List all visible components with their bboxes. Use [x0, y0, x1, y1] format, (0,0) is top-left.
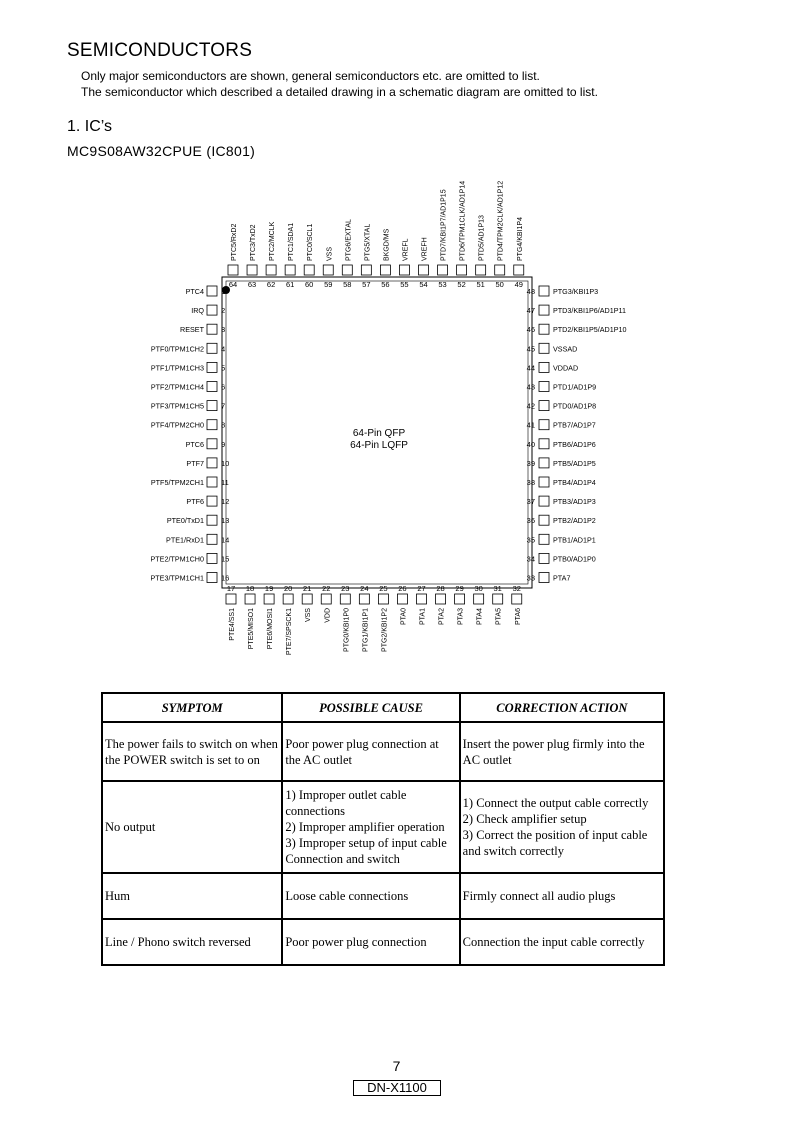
- ic-pinout-diagram: [0, 160, 793, 670]
- pin-box: [495, 265, 505, 275]
- pin-box: [539, 420, 549, 430]
- pin-name: VSS: [326, 246, 334, 261]
- pin-box: [226, 594, 236, 604]
- pin-name: VREFL: [402, 238, 410, 261]
- pin-name: PTE3/TPM1CH1: [150, 573, 204, 583]
- pin-name: PTD0/AD1P8: [553, 401, 597, 411]
- pin-name: PTF5/TPM2CH1: [150, 478, 204, 487]
- table-header-row: [102, 693, 664, 722]
- pin-number: 51: [476, 280, 485, 289]
- pin-box: [455, 594, 465, 604]
- pin-box: [539, 458, 549, 468]
- intro-line-2: The semiconductor which described a detailed drawing in a schematic diagram are omitted to list.: [81, 85, 598, 99]
- pin-number: 10: [221, 458, 230, 468]
- pin-name: PTE5/MISO1: [248, 608, 256, 650]
- pin-number: 8: [221, 420, 226, 430]
- pin-box: [207, 477, 217, 487]
- pin-box: [321, 594, 331, 604]
- pin-name: PTB4/AD1P4: [553, 478, 596, 487]
- cause-line: 2) Improper amplifier operation: [285, 820, 445, 834]
- pin-number: 50: [495, 280, 504, 289]
- pin-box: [378, 594, 388, 604]
- pin-name: PTG5/XTAL: [364, 223, 372, 261]
- pin-name: PTD4/TPM2CLK/AD1P12: [497, 180, 505, 261]
- pin-box: [359, 594, 369, 604]
- pin-number: 23: [341, 584, 350, 593]
- pin-name: PTC3/TxD2: [250, 224, 258, 261]
- pin-name: PTA0: [400, 608, 408, 625]
- pin-number: 45: [526, 344, 535, 354]
- pin-box: [302, 594, 312, 604]
- pin-number: 36: [526, 516, 535, 526]
- pin-number: 17: [226, 584, 236, 593]
- pin-name: PTA3: [457, 608, 465, 625]
- pin-number: 20: [283, 584, 293, 593]
- pin-box: [539, 286, 549, 296]
- pin-name: PTB0/AD1P0: [553, 554, 596, 564]
- pin-box: [436, 594, 446, 604]
- pin-box: [397, 594, 407, 604]
- header-correction-action: CORRECTION ACTION: [460, 693, 664, 722]
- pin-box: [539, 553, 549, 563]
- pin-number: 58: [343, 280, 352, 289]
- pin-name: VSS: [305, 608, 313, 623]
- pin-box: [539, 477, 549, 487]
- pin-box: [207, 420, 217, 430]
- pin-box: [207, 439, 217, 449]
- pin-number: 54: [419, 280, 428, 289]
- cause-line: 1) Improper outlet cable connections: [285, 788, 407, 818]
- pin-name: PTA5: [495, 608, 503, 625]
- pin-number: 5: [221, 363, 226, 373]
- pin-box: [207, 553, 217, 563]
- pin-box: [539, 382, 549, 392]
- pin-box: [207, 458, 217, 468]
- pin-name: PTE0/TxD1: [166, 516, 204, 526]
- pin-box: [514, 265, 524, 275]
- pin-name: PTF3/TPM1CH5: [150, 401, 204, 411]
- pin-number: 13: [221, 516, 230, 526]
- pin-number: 33: [526, 573, 535, 583]
- header-possible-cause: POSSIBLE CAUSE: [282, 693, 459, 722]
- pin-number: 7: [221, 401, 226, 411]
- pin-number: 47: [526, 306, 535, 316]
- pin-box: [207, 401, 217, 411]
- pin-name: PTA1: [419, 608, 427, 625]
- pin-number: 49: [514, 280, 523, 289]
- pin-number: 60: [305, 280, 314, 289]
- pin-name: PTF2/TPM1CH4: [150, 382, 204, 392]
- pin-box: [493, 594, 503, 604]
- pin-box: [399, 265, 409, 275]
- pin-name: PTG1/KBI1P1: [362, 608, 370, 652]
- pin-number: 4: [221, 344, 226, 354]
- pin-number: 29: [455, 584, 464, 593]
- model-label: DN-X1100: [353, 1080, 441, 1096]
- pin-number: 22: [322, 584, 331, 593]
- pin-number: 25: [379, 584, 388, 593]
- pin-box: [283, 594, 293, 604]
- pin-number: 64: [228, 280, 238, 289]
- pin-name: VREFH: [421, 237, 429, 261]
- pin-box: [539, 496, 549, 506]
- pin-number: 11: [221, 478, 229, 487]
- pin-box: [539, 305, 549, 315]
- pin-number: 44: [526, 363, 535, 373]
- pin-box: [438, 265, 448, 275]
- pin-name: PTA4: [476, 608, 484, 625]
- section-title: SEMICONDUCTORS: [67, 40, 253, 61]
- pin-name: PTC1/SDA1: [288, 222, 296, 261]
- pin-name: PTG2/KBI1P2: [381, 608, 389, 652]
- action-cell: Insert the power plug firmly into the AC outlet: [460, 722, 664, 781]
- pin-name: PTE4/SS1: [229, 608, 236, 641]
- pin-number: 14: [221, 535, 230, 545]
- pin-number: 38: [526, 478, 535, 487]
- troubleshooting-table: [101, 692, 665, 966]
- cause-cell: [282, 781, 459, 873]
- pin-box: [207, 343, 217, 353]
- pin-name: PTG0/KBI1P0: [343, 608, 351, 652]
- pin-name: PTC2/MCLK: [269, 221, 277, 261]
- pin-name: PTD5/AD1P13: [478, 215, 486, 261]
- pin-box: [539, 534, 549, 544]
- pin-number: 18: [245, 584, 255, 593]
- action-cell: Firmly connect all audio plugs: [460, 873, 664, 919]
- action-cell: [460, 781, 664, 873]
- pin-box: [380, 265, 390, 275]
- pin-number: 9: [221, 439, 226, 449]
- pin-number: 26: [398, 584, 407, 593]
- pin-box: [228, 265, 238, 275]
- pin-number: 41: [526, 420, 535, 430]
- symptom-cell: The power fails to switch on when the POWER switch is set to on: [102, 722, 282, 781]
- pin-name: PTA6: [514, 608, 522, 625]
- pin-name: PTB3/AD1P3: [553, 497, 596, 507]
- pin-number: 55: [400, 280, 409, 289]
- pin-number: 12: [221, 497, 230, 507]
- page-number: 7: [392, 1058, 401, 1074]
- pin-number: 27: [417, 584, 426, 593]
- pin-box: [474, 594, 484, 604]
- pin-name: IRQ: [191, 306, 204, 316]
- pin-name: PTE2/TPM1CH0: [150, 554, 204, 564]
- pin-name: PTD3/KBI1P6/AD1P11: [553, 306, 626, 316]
- ic-name: MC9S08AW32CPUE (IC801): [67, 143, 256, 159]
- pin-number: 52: [457, 280, 466, 289]
- pin-box: [207, 305, 217, 315]
- pin-name: PTC6: [185, 439, 204, 449]
- pin-number: 59: [324, 280, 333, 289]
- pin-name: PTD7/KBI1P7/AD1P15: [440, 189, 448, 261]
- pin-box: [207, 496, 217, 506]
- cause-line: 3) Improper setup of input cable Connection and switch: [285, 836, 447, 866]
- pin-box: [539, 439, 549, 449]
- pin-box: [207, 362, 217, 372]
- pin-number: 2: [221, 306, 226, 316]
- pin-number: 35: [526, 535, 535, 545]
- table-row: [102, 722, 664, 781]
- pin-number: 15: [221, 554, 230, 564]
- pin-name: PTC4: [185, 287, 204, 296]
- pin-number: 31: [493, 584, 502, 593]
- pin-box: [539, 515, 549, 525]
- pin-box: [539, 362, 549, 372]
- action-cell: Connection the input cable correctly: [460, 919, 664, 965]
- pin-number: 24: [360, 584, 369, 593]
- pin-name: VDD: [324, 608, 332, 623]
- pin-number: 6: [221, 382, 226, 392]
- action-line: 2) Check amplifier setup: [462, 812, 587, 826]
- pin-name: PTB1/AD1P1: [553, 535, 596, 545]
- pin-name: PTA7: [553, 573, 571, 583]
- pin-box: [539, 343, 549, 353]
- pin-box: [264, 594, 274, 604]
- pin-name: PTG3/KBI1P3: [553, 287, 599, 296]
- pin-name: PTE6/MOSI1: [267, 608, 275, 650]
- table-row: [102, 781, 664, 873]
- pin-box: [361, 265, 371, 275]
- pin-name: BKGD/MS: [383, 228, 391, 261]
- symptom-cell: Line / Phono switch reversed: [102, 919, 282, 965]
- pin-box: [457, 265, 467, 275]
- pin-number: 16: [221, 573, 230, 583]
- pin-box: [247, 265, 257, 275]
- pin-number: 37: [526, 497, 535, 507]
- pin-number: 62: [266, 280, 276, 289]
- action-line: 3) Correct the position of input cable and switch correctly: [462, 828, 648, 858]
- intro-line-1: Only major semiconductors are shown, general semiconductors etc. are omitted to list.: [81, 69, 540, 83]
- pin-name: PTF7: [186, 458, 204, 468]
- pin-box: [539, 573, 549, 583]
- pin-name: PTG6/EXTAL: [345, 219, 353, 261]
- pin-name: PTC5/RxD2: [231, 223, 238, 261]
- pin-name: PTC0/SCL1: [307, 223, 315, 261]
- pin-box: [266, 265, 276, 275]
- pin-name: PTF6: [186, 497, 204, 507]
- pin-number: 1: [221, 287, 226, 296]
- pin-number: 57: [362, 280, 371, 289]
- symptom-cell: No output: [102, 781, 282, 873]
- pin-box: [323, 265, 333, 275]
- pin-box: [207, 286, 217, 296]
- pin-name: PTB6/AD1P6: [553, 439, 596, 449]
- pin-number: 32: [512, 584, 521, 593]
- pin-name: PTB5/AD1P5: [553, 458, 596, 468]
- pin-name: PTA2: [438, 608, 446, 625]
- pin-box: [207, 515, 217, 525]
- pin-box: [512, 594, 522, 604]
- pin-name: PTB2/AD1P2: [553, 516, 596, 526]
- pin-box: [245, 594, 255, 604]
- pin-name: PTD2/KBI1P5/AD1P10: [553, 325, 627, 335]
- pin-name: PTF0/TPM1CH2: [150, 344, 204, 354]
- pin-name: PTG4/KBI1P4: [516, 217, 524, 261]
- symptom-cell: Hum: [102, 873, 282, 919]
- pin-number: 42: [526, 401, 535, 411]
- pin-box: [342, 265, 352, 275]
- pin-box: [207, 534, 217, 544]
- pin-number: 46: [526, 325, 535, 335]
- pin-number: 61: [285, 280, 295, 289]
- pin-box: [340, 594, 350, 604]
- pin-name: PTF1/TPM1CH3: [150, 363, 204, 373]
- pin-box: [419, 265, 429, 275]
- pin-number: 56: [381, 280, 390, 289]
- pin-number: 63: [247, 280, 257, 289]
- pin-box: [417, 594, 427, 604]
- pin-number: 40: [526, 439, 535, 449]
- pin-number: 3: [221, 325, 226, 335]
- pin-name: PTD1/AD1P9: [553, 382, 597, 392]
- subsection-title: 1. IC’s: [67, 118, 113, 135]
- pin-number: 48: [526, 287, 535, 296]
- pin-box: [285, 265, 295, 275]
- pin-name: VDDAD: [553, 363, 579, 373]
- action-line: 1) Connect the output cable correctly: [462, 796, 649, 810]
- pin-name: PTF4/TPM2CH0: [150, 420, 204, 430]
- pin-box: [207, 324, 217, 334]
- header-symptom: SYMPTOM: [102, 693, 282, 722]
- cause-cell: Poor power plug connection at the AC outlet: [282, 722, 459, 781]
- pin-number: 19: [264, 584, 274, 593]
- pin-box: [539, 401, 549, 411]
- pin-name: RESET: [180, 325, 204, 335]
- table-row: [102, 919, 664, 965]
- pin-box: [476, 265, 486, 275]
- package-label-lqfp: 64-Pin LQFP: [350, 440, 408, 451]
- pin-number: 34: [526, 554, 535, 564]
- pin-number: 30: [474, 584, 483, 593]
- cause-cell: Loose cable connections: [282, 873, 459, 919]
- table-row: [102, 873, 664, 919]
- pin-number: 21: [303, 584, 312, 593]
- pin-box: [539, 324, 549, 334]
- pin-number: 43: [526, 382, 535, 392]
- pin-name: PTE7/SPSCK1: [286, 608, 294, 656]
- pin-box: [207, 573, 217, 583]
- pin-name: PTD6/TPM1CLK/AD1P14: [459, 180, 467, 261]
- package-label-qfp: 64-Pin QFP: [352, 428, 406, 439]
- pin-name: PTB7/AD1P7: [553, 420, 596, 430]
- pin-number: 53: [438, 280, 447, 289]
- pin-box: [304, 265, 314, 275]
- pin-number: 28: [436, 584, 445, 593]
- cause-cell: Poor power plug connection: [282, 919, 459, 965]
- pin-number: 39: [526, 458, 535, 468]
- pin-name: VSSAD: [553, 344, 578, 354]
- pin-name: PTE1/RxD1: [166, 535, 204, 545]
- pin-box: [207, 382, 217, 392]
